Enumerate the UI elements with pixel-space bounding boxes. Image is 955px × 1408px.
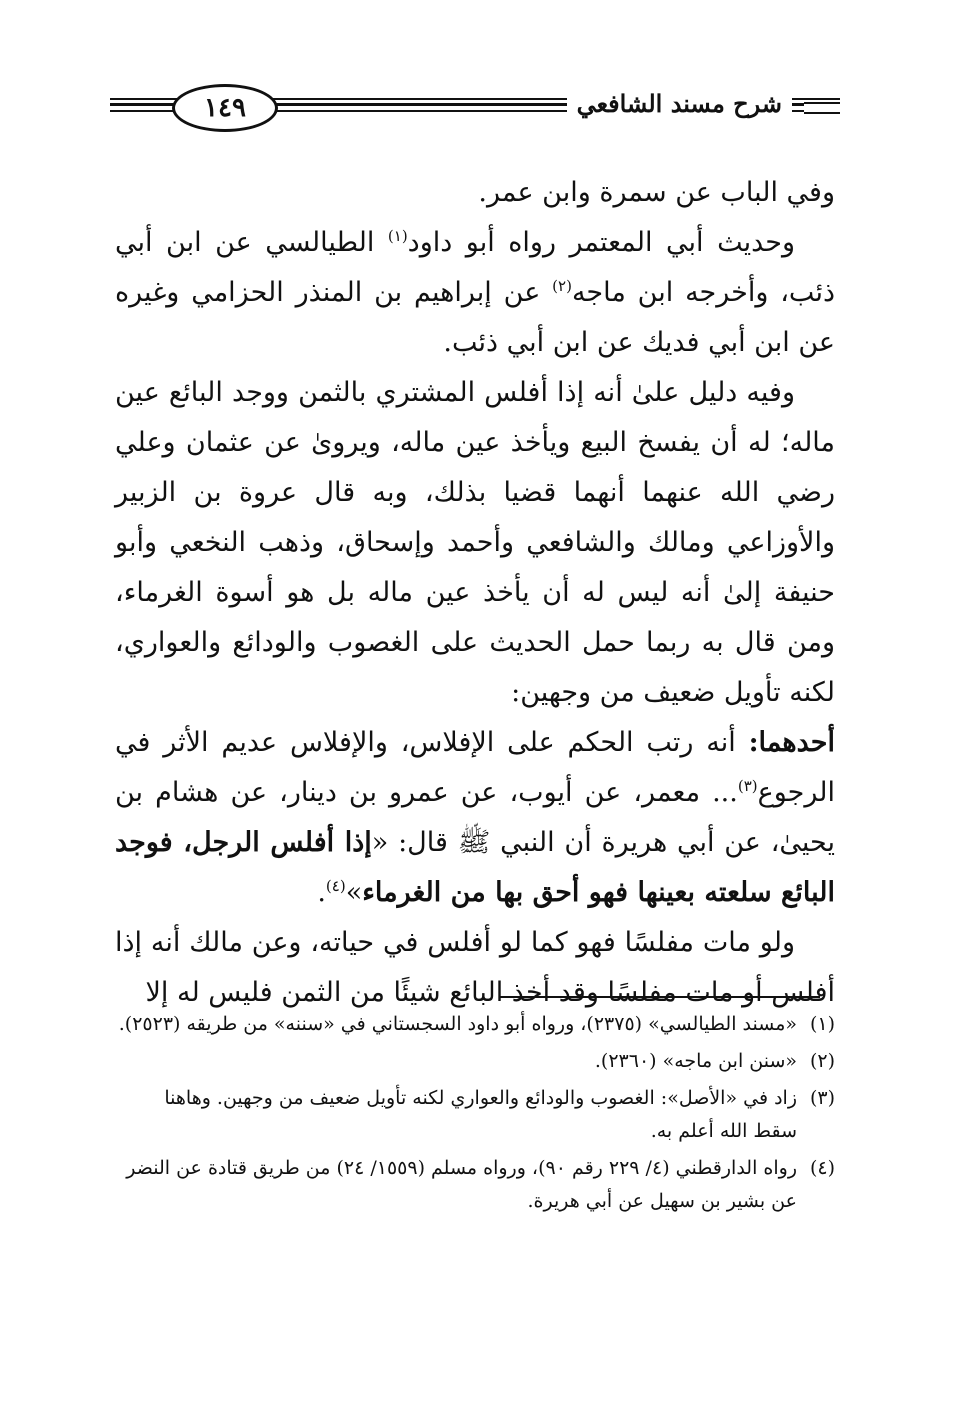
footnote-ref-2[interactable]: (٢) bbox=[552, 277, 572, 295]
paragraph-5: ولو مات مفلسًا فهو كما لو أفلس في حياته، وعن مالك أنه إذا أفلس أو مات مفلسًا وقد أخذ البائع شيئًا من الثمن فليس له إلا bbox=[115, 927, 835, 1008]
footnote-separator bbox=[500, 996, 820, 998]
page-header bbox=[110, 78, 840, 134]
running-title: شرح مسند الشافعي bbox=[567, 84, 792, 124]
footnote-ref-4[interactable]: (٤) bbox=[325, 877, 346, 895]
paragraph-3: وفيه دليل علىٰ أنه إذا أفلس المشتري بالثمن ووجد البائع عين ماله؛ له أن يفسخ البيع ويأخذ عين ماله، ويروىٰ عن عثمان وعلي رضي الله عنهما أنهما قضيا بذلك، وبه قال عروة بن الزبير والأوزاعي ومالك والشافعي وأحمد وإسحاق، وذهب النخعي وأبو حنيفة إلىٰ أنه ليس له أن يأخذ عين ماله بل هو أسوة الغرماء، ومن قال به ربما حمل الحديث على الغصوب والودائع والعواري، لكنه تأويل ضعيف من وجهين: bbox=[115, 377, 835, 708]
paragraph-4: أحدهما: أنه رتب الحكم على الإفلاس، والإفلاس عديم الأثر في الرجوع$^{(٣)}$... معمر، عن أيوب، عن عمرو بن دينار، عن هشام بن يحيىٰ، عن أبي هريرة أن النبي ﷺ قال: «إذا أفلس الرجل، فوجد البائع سلعته بعينها فهو أحق بها من الغرماء»$^{(٤)}$. bbox=[115, 727, 836, 908]
hadith-text: إذا أفلس الرجل، فوجد البائع سلعته بعينها فهو أحق بها من الغرماء bbox=[115, 827, 835, 908]
footnote-3: (٣)زاد في «الأصل»: الغصوب والودائع والعواري لكنه تأويل ضعيف من وجهين. وهاهنا سقط الله أعلم به. bbox=[164, 1087, 835, 1142]
footnote-2: (٢)«سنن ابن ماجه» (٢٣٦٠). bbox=[594, 1050, 835, 1072]
footnotes bbox=[115, 1008, 835, 1222]
main-text bbox=[115, 168, 835, 1018]
footnote-4: (٤)رواه الدارقطني (٤/ ٢٢٩ رقم ٩٠)، ورواه مسلم (١٥٥٩/ ٢٤) من طريق قتادة عن النضر عن بشير بن سهيل عن أبي هريرة. bbox=[126, 1157, 835, 1212]
paragraph-1: وفي الباب عن سمرة وابن عمر. bbox=[478, 177, 835, 208]
header-ornament bbox=[804, 102, 840, 114]
page-number: ١٤٩ bbox=[204, 93, 246, 123]
footnote-1: (١)«مسند الطيالسي» (٢٣٧٥)، ورواه أبو داود السجستاني في «سننه» من طريقه (٢٥٢٣). bbox=[118, 1013, 835, 1035]
footnote-ref-3[interactable]: (٣) bbox=[737, 777, 758, 795]
paragraph-2: وحديث أبي المعتمر رواه أبو داود$^{(١)}$ الطيالسي عن ابن أبي ذئب، وأخرجه ابن ماجه$^{(٢)}$ عن إبراهيم بن المنذر الحزامي وغيره عن ابن أبي فديك عن ابن أبي ذئب. bbox=[115, 227, 835, 358]
first-reason-label: أحدهما: bbox=[748, 727, 835, 758]
footnote-ref-1[interactable]: (١) bbox=[387, 227, 408, 245]
page-number-badge bbox=[172, 84, 278, 132]
